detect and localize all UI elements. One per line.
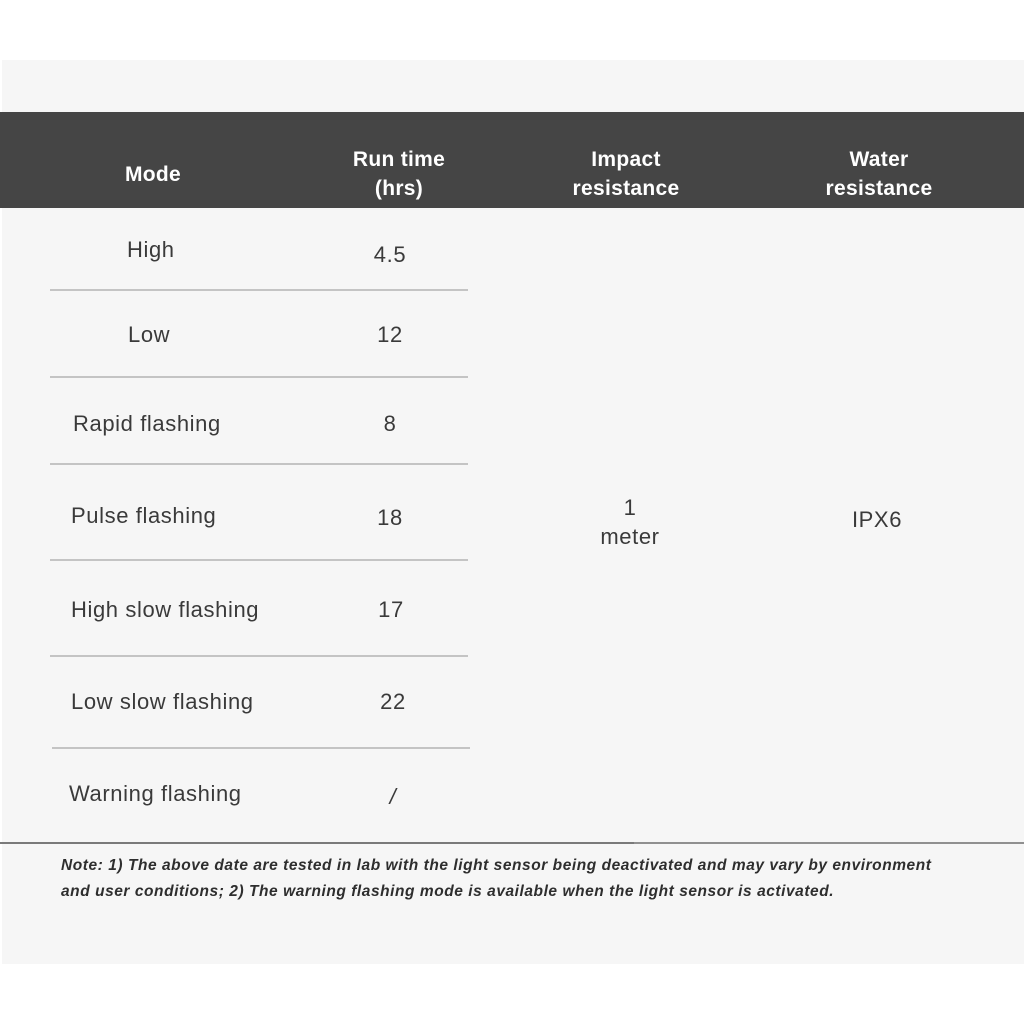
row-divider <box>50 376 468 378</box>
header-run-time-line2: (hrs) <box>374 177 424 200</box>
run-time-cell: 22 <box>380 689 406 714</box>
table-bottom-rule-right <box>634 842 1024 844</box>
row-divider <box>50 289 468 291</box>
impact-value-line2: meter <box>600 524 660 549</box>
impact-value-line1: 1 <box>623 495 637 520</box>
mode-cell: Low slow flashing <box>71 689 254 714</box>
mode-cell: Pulse flashing <box>71 503 217 528</box>
run-time-cell: 4.5 <box>373 242 407 267</box>
run-time-cell: 8 <box>383 411 397 436</box>
row-divider <box>50 463 468 465</box>
header-impact-line1: Impact <box>591 148 661 171</box>
run-time-cell: 12 <box>377 322 403 347</box>
impact-resistance-value <box>570 493 690 551</box>
table-bottom-rule-left <box>0 842 640 844</box>
mode-cell: High <box>127 237 175 262</box>
mode-cell: Rapid flashing <box>73 411 221 436</box>
header-water <box>799 145 959 203</box>
row-divider <box>50 655 468 657</box>
footnote: Note: 1) The above date are tested in lab with the light sensor being deactivated and may vary by environment and user conditions; 2) The warning flashing mode is available when the light sensor is activated. <box>61 857 932 900</box>
header-water-line1: Water <box>849 148 909 171</box>
header-run-time-line1: Run time <box>352 148 446 171</box>
header-impact-line2: resistance <box>572 177 680 200</box>
row-divider <box>52 747 470 749</box>
row-divider <box>50 559 468 561</box>
water-resistance-value: IPX6 <box>851 507 903 532</box>
header-impact <box>546 145 706 203</box>
header-run-time <box>329 145 469 203</box>
header-water-line2: resistance <box>825 177 933 200</box>
header-mode-label: Mode <box>124 163 182 186</box>
run-time-cell: 18 <box>377 505 403 530</box>
run-time-cell: 17 <box>378 597 404 622</box>
header-mode <box>93 160 213 189</box>
mode-cell: Warning flashing <box>69 781 242 806</box>
mode-cell: High slow flashing <box>71 597 260 622</box>
run-time-cell: / <box>389 784 397 809</box>
mode-cell: Low <box>128 322 171 347</box>
